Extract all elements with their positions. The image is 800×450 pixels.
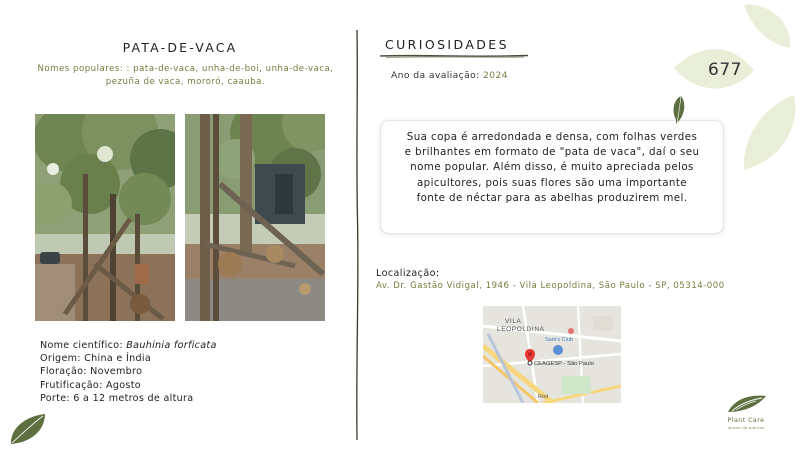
plant-care-logo-icon <box>726 392 768 416</box>
size: Porte: 6 a 12 metros de altura <box>40 392 194 404</box>
badge-number: 677 <box>708 60 742 80</box>
map-district-line1: VILA <box>505 318 522 325</box>
curiosities-heading: CURIOSIDADES <box>385 37 509 52</box>
scientific-name-label: Nome científico: <box>40 340 127 351</box>
decorative-leaves <box>672 0 800 175</box>
location-address[interactable]: Av. Dr. Gastão Vidigal, 1946 - Vila Leopoldina, São Paulo - SP, 05314-000 <box>376 281 725 291</box>
map-poi-label: Sam's Club <box>545 337 573 343</box>
tree-photo-1 <box>35 114 175 321</box>
curiosity-text: Sua copa é arredondada e densa, com folhas verdes e brilhantes em formato de "pata de vaca", daí o seu nome popular. Além disso, é muito apreciada pelos apicultores, pois suas flores são uma importante fonte de néctar para as abelhas produzirem mel. <box>404 131 700 204</box>
leaf-icon <box>8 406 48 446</box>
heading-underline <box>378 52 530 60</box>
evaluation-year <box>391 70 508 81</box>
map-road-label: Rod <box>538 394 549 400</box>
scientific-name <box>40 339 217 352</box>
logo-tagline: jardim de plantas <box>727 426 765 430</box>
map-district-line2: LEOPOLDINA <box>497 326 545 333</box>
scientific-name-value: Bauhinia forficata <box>126 340 217 351</box>
tree-photo-2 <box>185 114 325 321</box>
vertical-divider <box>352 30 362 440</box>
flowering: Floração: Novembro <box>40 366 143 378</box>
year-label: Ano da avaliação: <box>391 70 483 81</box>
popular-names: Nomes populares: : pata-de-vaca, unha-de-boi, unha-de-vaca, pezuña de vaca, mororó, caauba. <box>37 64 334 87</box>
plant-facts <box>40 339 217 405</box>
map-pin-label: CEAGESP - São Paulo <box>534 361 594 367</box>
origin: Origem: China e Índia <box>40 353 152 365</box>
plant-title: PATA-DE-VACA <box>122 40 238 55</box>
year-value: 2024 <box>482 70 508 81</box>
location-map[interactable] <box>483 306 621 403</box>
location-label: Localização: <box>376 268 440 279</box>
logo-name: Plant Care <box>727 417 765 424</box>
fruiting: Frutificação: Agosto <box>40 379 141 391</box>
